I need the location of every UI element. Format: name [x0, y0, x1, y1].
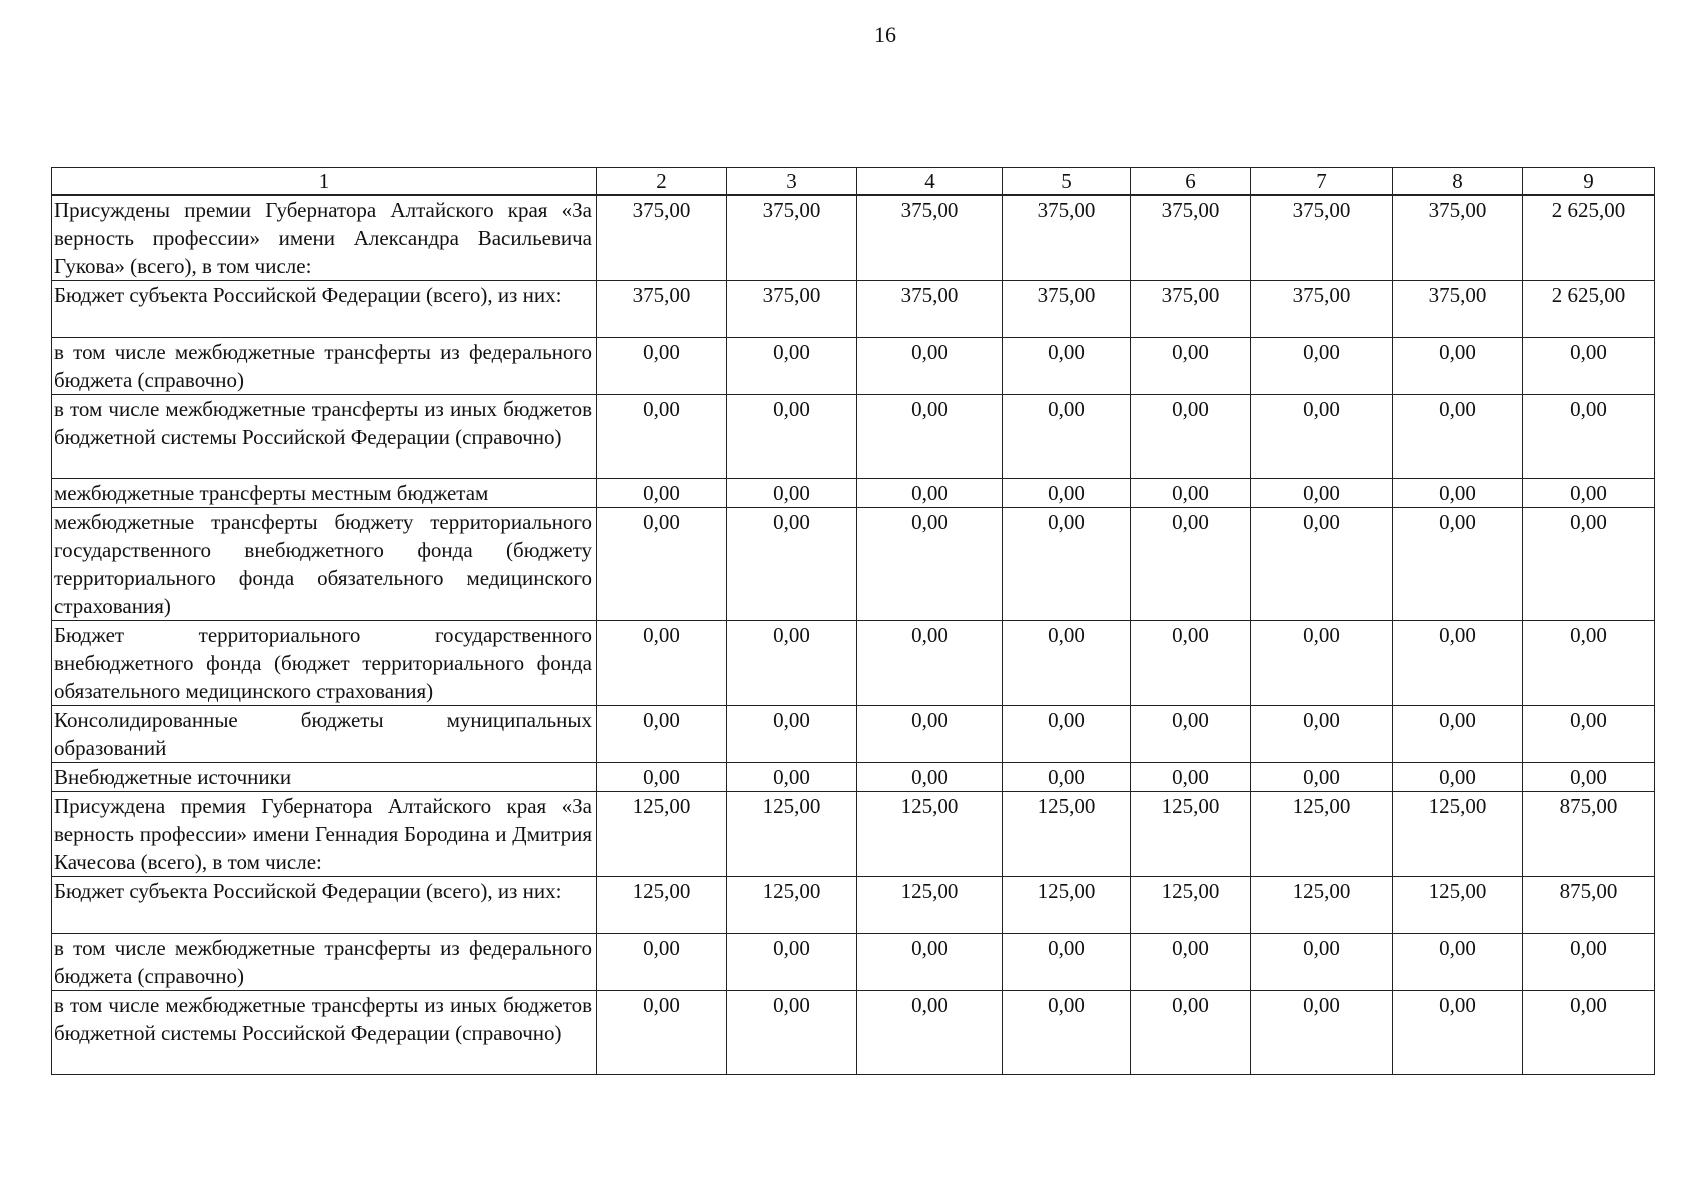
value-cell: 0,00: [857, 395, 1003, 479]
value-cell: 0,00: [597, 763, 727, 792]
value-cell: 0,00: [1393, 934, 1523, 991]
value-cell: 0,00: [1003, 763, 1131, 792]
value-cell: 2 625,00: [1523, 281, 1655, 338]
value-cell: 0,00: [597, 934, 727, 991]
value-cell: 0,00: [1003, 338, 1131, 395]
header-cell: 9: [1523, 168, 1655, 196]
value-cell: 0,00: [1251, 706, 1393, 763]
value-cell: 375,00: [597, 281, 727, 338]
table-row: [52, 508, 1655, 621]
value-cell: 0,00: [1523, 621, 1655, 706]
value-cell: 0,00: [857, 479, 1003, 508]
value-cell: 0,00: [1393, 479, 1523, 508]
row-label: в том числе межбюджетные трансферты из иных бюджетов бюджетной системы Российской Федерации (справочно): [52, 395, 597, 479]
value-cell: 375,00: [1251, 195, 1393, 281]
value-cell: 375,00: [1393, 281, 1523, 338]
header-cell: 7: [1251, 168, 1393, 196]
value-cell: 0,00: [1131, 934, 1251, 991]
page-number: 16: [874, 22, 896, 47]
value-cell: 2 625,00: [1523, 195, 1655, 281]
row-label: Бюджет территориального государственного внебюджетного фонда (бюджет территориального фонда обязательного медицинского страхования): [52, 621, 597, 706]
value-cell: 375,00: [1003, 281, 1131, 338]
value-cell: 0,00: [857, 991, 1003, 1075]
value-cell: 0,00: [1003, 621, 1131, 706]
value-cell: 375,00: [1251, 281, 1393, 338]
table-row: [52, 934, 1655, 991]
value-cell: 0,00: [1523, 934, 1655, 991]
row-label: межбюджетные трансферты бюджету территориального государственного внебюджетного фонда (бюджету территориального фонда обязательного медицинского страхования): [52, 508, 597, 621]
value-cell: 0,00: [857, 508, 1003, 621]
value-cell: 875,00: [1523, 877, 1655, 934]
header-cell: 6: [1131, 168, 1251, 196]
header-cell: 2: [597, 168, 727, 196]
value-cell: 125,00: [597, 792, 727, 877]
value-cell: 0,00: [1251, 395, 1393, 479]
value-cell: 125,00: [1393, 877, 1523, 934]
row-label: Бюджет субъекта Российской Федерации (всего), из них:: [52, 877, 597, 934]
value-cell: 125,00: [1251, 792, 1393, 877]
value-cell: 375,00: [597, 195, 727, 281]
value-cell: 0,00: [1131, 991, 1251, 1075]
table-row: [52, 706, 1655, 763]
value-cell: 0,00: [1251, 934, 1393, 991]
value-cell: 0,00: [1393, 991, 1523, 1075]
table-row: [52, 621, 1655, 706]
value-cell: 0,00: [1393, 508, 1523, 621]
value-cell: 0,00: [597, 621, 727, 706]
value-cell: 0,00: [597, 991, 727, 1075]
row-label: в том числе межбюджетные трансферты из федерального бюджета (справочно): [52, 338, 597, 395]
table-row: [52, 281, 1655, 338]
value-cell: 0,00: [1003, 395, 1131, 479]
value-cell: 0,00: [1393, 706, 1523, 763]
header-cell: 3: [727, 168, 857, 196]
value-cell: 0,00: [1523, 991, 1655, 1075]
value-cell: 125,00: [857, 792, 1003, 877]
value-cell: 0,00: [1003, 706, 1131, 763]
value-cell: 0,00: [1131, 338, 1251, 395]
value-cell: 375,00: [1393, 195, 1523, 281]
row-label: Внебюджетные источники: [52, 763, 597, 792]
value-cell: 0,00: [1251, 338, 1393, 395]
table-row: [52, 877, 1655, 934]
value-cell: 125,00: [1003, 792, 1131, 877]
value-cell: 0,00: [1131, 479, 1251, 508]
value-cell: 0,00: [857, 621, 1003, 706]
value-cell: 0,00: [727, 934, 857, 991]
value-cell: 0,00: [1003, 508, 1131, 621]
value-cell: 0,00: [1523, 763, 1655, 792]
row-label: в том числе межбюджетные трансферты из федерального бюджета (справочно): [52, 934, 597, 991]
value-cell: 0,00: [727, 338, 857, 395]
value-cell: 375,00: [1003, 195, 1131, 281]
value-cell: 125,00: [727, 792, 857, 877]
header-row: [52, 168, 1655, 196]
value-cell: 125,00: [597, 877, 727, 934]
value-cell: 125,00: [1251, 877, 1393, 934]
value-cell: 0,00: [1251, 763, 1393, 792]
value-cell: 375,00: [1131, 195, 1251, 281]
value-cell: 0,00: [1393, 338, 1523, 395]
row-label: Присуждены премии Губернатора Алтайского края «За верность профессии» имени Александра Васильевича Гукова» (всего), в том числе:: [52, 195, 597, 281]
value-cell: 0,00: [597, 338, 727, 395]
table-row: [52, 991, 1655, 1075]
value-cell: 0,00: [1131, 763, 1251, 792]
table-row: [52, 395, 1655, 479]
value-cell: 0,00: [727, 991, 857, 1075]
value-cell: 125,00: [857, 877, 1003, 934]
value-cell: 375,00: [857, 195, 1003, 281]
table-row: [52, 792, 1655, 877]
table-body: [52, 168, 1655, 1075]
value-cell: 125,00: [727, 877, 857, 934]
value-cell: 0,00: [597, 706, 727, 763]
table-row: [52, 763, 1655, 792]
value-cell: 0,00: [597, 395, 727, 479]
value-cell: 0,00: [1251, 508, 1393, 621]
table-row: [52, 338, 1655, 395]
row-label: Консолидированные бюджеты муниципальных образований: [52, 706, 597, 763]
table-row: [52, 195, 1655, 281]
value-cell: 0,00: [857, 763, 1003, 792]
value-cell: 0,00: [1523, 395, 1655, 479]
value-cell: 0,00: [1003, 934, 1131, 991]
value-cell: 0,00: [1003, 991, 1131, 1075]
value-cell: 0,00: [1251, 621, 1393, 706]
value-cell: 375,00: [727, 195, 857, 281]
value-cell: 0,00: [727, 479, 857, 508]
value-cell: 0,00: [1131, 395, 1251, 479]
value-cell: 0,00: [1393, 621, 1523, 706]
value-cell: 0,00: [1523, 479, 1655, 508]
value-cell: 125,00: [1393, 792, 1523, 877]
value-cell: 375,00: [727, 281, 857, 338]
header-cell: 5: [1003, 168, 1131, 196]
value-cell: 0,00: [597, 508, 727, 621]
value-cell: 125,00: [1131, 877, 1251, 934]
row-label: межбюджетные трансферты местным бюджетам: [52, 479, 597, 508]
value-cell: 0,00: [1131, 706, 1251, 763]
value-cell: 0,00: [727, 706, 857, 763]
value-cell: 0,00: [1523, 338, 1655, 395]
table-row: [52, 479, 1655, 508]
value-cell: 0,00: [727, 508, 857, 621]
value-cell: 0,00: [597, 479, 727, 508]
row-label: в том числе межбюджетные трансферты из иных бюджетов бюджетной системы Российской Федерации (справочно): [52, 991, 597, 1075]
value-cell: 0,00: [1131, 621, 1251, 706]
row-label: Присуждена премия Губернатора Алтайского края «За верность профессии» имени Геннадия Бородина и Дмитрия Качесова (всего), в том числе:: [52, 792, 597, 877]
header-cell: 8: [1393, 168, 1523, 196]
budget-table: [51, 167, 1655, 1075]
value-cell: 0,00: [1251, 991, 1393, 1075]
value-cell: 125,00: [1003, 877, 1131, 934]
value-cell: 0,00: [727, 621, 857, 706]
value-cell: 0,00: [1523, 706, 1655, 763]
value-cell: 875,00: [1523, 792, 1655, 877]
value-cell: 0,00: [1251, 479, 1393, 508]
value-cell: 0,00: [1393, 395, 1523, 479]
header-cell: 4: [857, 168, 1003, 196]
value-cell: 0,00: [857, 706, 1003, 763]
row-label: Бюджет субъекта Российской Федерации (всего), из них:: [52, 281, 597, 338]
value-cell: 0,00: [857, 934, 1003, 991]
header-cell: 1: [52, 168, 597, 196]
value-cell: 0,00: [727, 395, 857, 479]
value-cell: 0,00: [1523, 508, 1655, 621]
value-cell: 375,00: [857, 281, 1003, 338]
value-cell: 0,00: [1003, 479, 1131, 508]
value-cell: 375,00: [1131, 281, 1251, 338]
value-cell: 0,00: [727, 763, 857, 792]
value-cell: 0,00: [1131, 508, 1251, 621]
value-cell: 125,00: [1131, 792, 1251, 877]
value-cell: 0,00: [1393, 763, 1523, 792]
value-cell: 0,00: [857, 338, 1003, 395]
